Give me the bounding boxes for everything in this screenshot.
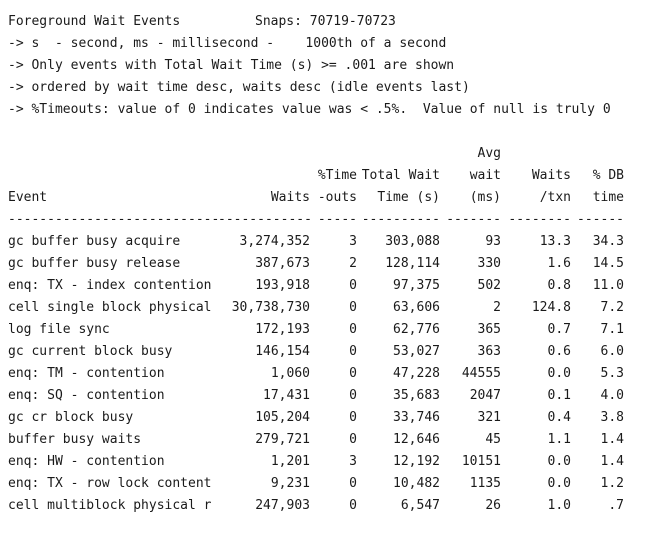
report-title: Foreground Wait Events [8,14,181,29]
timeouts-value: 0 [349,498,357,513]
note-line: -> ordered by wait time desc, waits desc (idle events last) [8,80,470,95]
table-row [8,297,653,319]
timeouts-value: 0 [349,366,357,381]
table-row [8,319,653,341]
db-time-value: 5.3 [600,366,624,381]
table-row [8,473,653,495]
total-wait-value: 6,547 [400,498,440,513]
event-name: enq: SQ - contention [8,388,165,403]
db-time-value: 1.4 [600,454,624,469]
total-wait-value: 10,482 [393,476,440,491]
avg-wait-value: 330 [477,256,501,271]
column-header-line-2 [8,165,653,187]
separator: ------ [577,212,624,227]
header-avg-wait: wait [469,168,501,183]
timeouts-value: 0 [349,388,357,403]
header-avg: Avg [477,146,501,161]
waits-txn-value: 1.0 [547,498,571,513]
waits-value: 279,721 [255,432,310,447]
event-name: enq: TX - row lock content [8,476,212,491]
db-time-value: 3.8 [600,410,624,425]
waits-value: 1,060 [270,366,310,381]
total-wait-value: 35,683 [393,388,440,403]
waits-txn-value: 0.7 [547,322,571,337]
timeouts-value: 0 [349,344,357,359]
header-per-txn: /txn [539,190,571,205]
header-ms: (ms) [469,190,501,205]
waits-txn-value: 0.0 [547,366,571,381]
separator: ----- [317,212,357,227]
total-wait-value: 62,776 [393,322,440,337]
total-wait-value: 53,027 [393,344,440,359]
waits-txn-value: 1.6 [547,256,571,271]
avg-wait-value: 1135 [469,476,501,491]
event-name: gc cr block busy [8,410,134,425]
db-time-value: 7.1 [600,322,624,337]
waits-txn-value: 0.8 [547,278,571,293]
separator-line [8,209,653,231]
event-name: enq: HW - contention [8,454,165,469]
event-name: enq: TX - index contention [8,278,212,293]
note-line: -> %Timeouts: value of 0 indicates value was < .5%. Value of null is truly 0 [8,102,611,117]
header-timeouts-outs: -outs [317,190,357,205]
timeouts-value: 0 [349,300,357,315]
db-time-value: 11.0 [592,278,624,293]
waits-value: 105,204 [255,410,310,425]
event-name: gc current block busy [8,344,173,359]
avg-wait-value: 44555 [461,366,501,381]
avg-wait-value: 10151 [461,454,501,469]
timeouts-value: 0 [349,476,357,491]
db-time-value: 14.5 [592,256,624,271]
blank-line [8,121,653,143]
waits-value: 3,274,352 [239,234,310,249]
waits-value: 1,201 [270,454,310,469]
note-line: -> Only events with Total Wait Time (s) >= .001 are shown [8,58,455,73]
event-name: log file sync [8,322,110,337]
table-row [8,253,653,275]
db-time-value: 1.2 [600,476,624,491]
column-header-line-3 [8,187,653,209]
timeouts-value: 2 [349,256,357,271]
waits-txn-value: 1.1 [547,432,571,447]
waits-value: 247,903 [255,498,310,513]
waits-txn-value: 0.0 [547,454,571,469]
wait-events-report [8,11,653,517]
total-wait-value: 128,114 [385,256,440,271]
waits-value: 9,231 [270,476,310,491]
snaps-range: Snaps: 70719-70723 [255,14,396,29]
total-wait-value: 63,606 [393,300,440,315]
event-name: gc buffer busy acquire [8,234,181,249]
table-row [8,451,653,473]
header-db-time: % DB [592,168,624,183]
table-row [8,275,653,297]
waits-value: 17,431 [263,388,310,403]
total-wait-value: 303,088 [385,234,440,249]
header-total-wait: Total Wait [361,168,440,183]
avg-wait-value: 2047 [469,388,501,403]
db-time-value: 1.4 [600,432,624,447]
timeouts-value: 0 [349,278,357,293]
header-waits: Waits [270,190,310,205]
header-time: time [592,190,624,205]
avg-wait-value: 45 [485,432,501,447]
header-waits-txn: Waits [531,168,571,183]
table-row [8,495,653,517]
event-name: buffer busy waits [8,432,142,447]
waits-value: 387,673 [255,256,310,271]
db-time-value: 4.0 [600,388,624,403]
table-row [8,385,653,407]
timeouts-value: 0 [349,322,357,337]
event-rows [8,231,653,517]
separator: ---------- [361,212,440,227]
waits-txn-value: 0.6 [547,344,571,359]
waits-txn-value: 0.1 [547,388,571,403]
event-name: cell single block physical [8,300,212,315]
header-timeouts: %Time [317,168,357,183]
db-time-value: .7 [608,498,624,513]
timeouts-value: 0 [349,432,357,447]
separator: --------------------------- [8,212,220,227]
table-row [8,341,653,363]
total-wait-value: 47,228 [393,366,440,381]
separator: ------------ [218,212,312,227]
db-time-value: 7.2 [600,300,624,315]
timeouts-value: 0 [349,410,357,425]
total-wait-value: 12,192 [393,454,440,469]
column-header-line-1 [8,143,653,165]
waits-txn-value: 13.3 [539,234,571,249]
timeouts-value: 3 [349,234,357,249]
avg-wait-value: 365 [477,322,501,337]
separator: ------- [446,212,501,227]
waits-value: 193,918 [255,278,310,293]
avg-wait-value: 26 [485,498,501,513]
waits-txn-value: 124.8 [531,300,571,315]
db-time-value: 6.0 [600,344,624,359]
note-line: -> s - second, ms - millisecond - 1000th of a second [8,36,447,51]
separator: -------- [508,212,571,227]
table-row [8,231,653,253]
header-event: Event [8,190,48,205]
db-time-value: 34.3 [592,234,624,249]
report-title-line [8,11,653,33]
table-row [8,429,653,451]
avg-wait-value: 502 [477,278,501,293]
waits-value: 30,738,730 [231,300,310,315]
total-wait-value: 97,375 [393,278,440,293]
total-wait-value: 12,646 [393,432,440,447]
table-row [8,363,653,385]
event-name: gc buffer busy release [8,256,181,271]
waits-txn-value: 0.4 [547,410,571,425]
total-wait-value: 33,746 [393,410,440,425]
waits-txn-value: 0.0 [547,476,571,491]
avg-wait-value: 2 [493,300,501,315]
event-name: enq: TM - contention [8,366,165,381]
waits-value: 172,193 [255,322,310,337]
avg-wait-value: 321 [477,410,501,425]
avg-wait-value: 363 [477,344,501,359]
header-time-s: Time (s) [377,190,440,205]
table-row [8,407,653,429]
waits-value: 146,154 [255,344,310,359]
timeouts-value: 3 [349,454,357,469]
event-name: cell multiblock physical r [8,498,212,513]
avg-wait-value: 93 [485,234,501,249]
